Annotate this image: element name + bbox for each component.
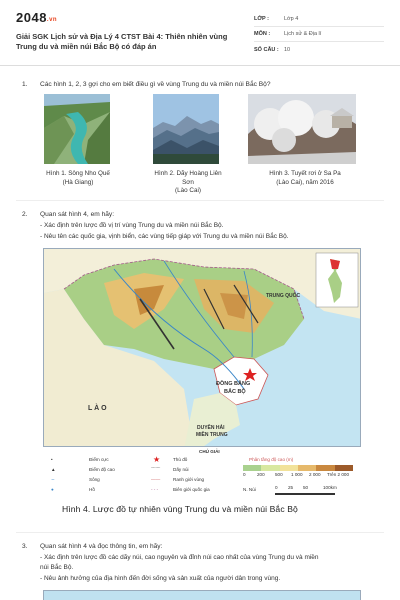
caption-line: (Lào Cai) xyxy=(175,187,201,194)
elevation-swatch xyxy=(335,465,353,471)
legend-item: Điểm cực xyxy=(89,457,109,462)
elevation-tick: 1 000 xyxy=(291,472,303,477)
meta-value: Lịch sử & Địa lí xyxy=(284,31,322,37)
map-label-delta: BẮC BỘ xyxy=(224,389,246,395)
legend-item: Hồ xyxy=(89,487,95,492)
meta-table xyxy=(254,12,384,57)
logo-suffix: .vn xyxy=(46,17,58,23)
elevation-swatch xyxy=(261,465,279,471)
question-number: 2. xyxy=(22,211,28,218)
meta-value: Lớp 4 xyxy=(284,16,299,22)
map-label-laos: L À O xyxy=(88,405,107,412)
meta-label: LỚP : xyxy=(254,16,269,22)
legend-item: Điểm độ cao xyxy=(89,467,115,472)
map-caption: Hình 4. Lược đồ tự nhiên vùng Trung du và miền núi Bắc Bộ xyxy=(62,504,298,514)
header xyxy=(0,0,400,66)
elevation-swatch xyxy=(280,465,298,471)
caption-line: Hình 1. Sông Nho Quế xyxy=(46,170,110,177)
elevation-title: Phân tầng độ cao (m) xyxy=(249,457,294,462)
photo-sapa-snow xyxy=(248,94,356,164)
question-text: Các hình 1, 2, 3 gợi cho em biết điều gì về vùng Trung du và miền núi Bắc Bộ? xyxy=(40,81,271,88)
capital-star-icon: ★ xyxy=(153,455,161,464)
next-map-preview xyxy=(43,590,361,600)
caption-1 xyxy=(38,170,118,187)
caption-line: (Lào Cai), năm 2016 xyxy=(276,178,334,186)
elevation-tick: Trên 2 000 xyxy=(327,472,350,477)
scale-bar xyxy=(275,493,335,495)
legend-item: Sông xyxy=(89,477,100,482)
question-2-bullet-2: - Nêu tên các quốc gia, vịnh biển, các vùng tiếp giáp với Trung du và miền núi Bắc Bộ. xyxy=(40,233,289,240)
question-text: Quan sát hình 4, em hãy: xyxy=(40,211,115,218)
elevation-tick: 500 xyxy=(275,472,283,477)
divider xyxy=(16,200,384,201)
caption-line: Hình 3. Tuyết rơi ở Sa Pa xyxy=(269,170,341,177)
map-label-central: MIỀN TRUNG xyxy=(196,432,228,438)
elevation-swatch xyxy=(316,465,334,471)
legend-title: CHÚ GIẢI xyxy=(199,449,220,454)
photo-hoang-lien-son xyxy=(153,94,219,164)
region-boundary-icon: —— xyxy=(151,477,161,482)
elevation-bar xyxy=(243,465,353,471)
legend-item: Dãy núi xyxy=(173,467,189,472)
lake-icon: ● xyxy=(51,487,54,492)
question-number: 1. xyxy=(22,81,28,88)
meta-label: MÔN : xyxy=(254,31,271,37)
logo-text: 2048 xyxy=(16,10,47,25)
question-1 xyxy=(22,80,270,90)
scale-tick: 50 xyxy=(303,485,309,490)
question-3 xyxy=(22,542,162,552)
scale-tick: 25 xyxy=(288,485,294,490)
legend-item: Ranh giới vùng xyxy=(173,477,205,482)
question-3-bullet-1-cont: núi Bắc Bộ. xyxy=(40,564,74,571)
question-3-bullet-2: - Nêu ảnh hưởng của địa hình đến đời sống và sản xuất của người dân trong vùng. xyxy=(40,575,281,582)
meta-label: SỐ CÂU : xyxy=(254,46,279,53)
site-logo[interactable] xyxy=(16,10,57,25)
meta-row-count xyxy=(254,42,384,57)
elevation-swatch xyxy=(298,465,316,471)
meta-value: 10 xyxy=(284,46,291,53)
extreme-point-icon: • xyxy=(51,457,53,462)
map-label-central: DUYÊN HẢI xyxy=(197,425,225,431)
elevation-point-icon: ▲ xyxy=(51,467,56,472)
map-legend xyxy=(43,446,361,504)
legend-item: Thủ đô xyxy=(173,457,188,462)
divider xyxy=(16,532,384,533)
meta-row-subject xyxy=(254,27,384,42)
meta-row-grade xyxy=(254,12,384,27)
elevation-tick: 2 000 xyxy=(309,472,321,477)
question-2 xyxy=(22,210,114,220)
question-number: 3. xyxy=(22,543,28,550)
peak-code: N. Núi xyxy=(243,487,256,492)
elevation-tick: 200 xyxy=(257,472,265,477)
mountain-range-icon: ⌒⌒ xyxy=(151,467,161,472)
caption-line: (Hà Giang) xyxy=(62,178,94,186)
scale-tick: 100km xyxy=(323,485,337,490)
question-3-bullet-1: - Xác định trên lược đồ các dãy núi, cao nguyên và đỉnh núi cao nhất của vùng Trung du và miền xyxy=(40,554,319,561)
map-label-china: TRUNG QUỐC xyxy=(266,293,301,299)
question-2-bullet-1: - Xác định trên lược đồ vị trí vùng Trung du và miền núi Bắc Bộ. xyxy=(40,222,224,229)
map-label-delta: ĐỒNG BẰNG xyxy=(216,381,251,387)
photo-nho-que-river xyxy=(44,94,110,164)
caption-line: Hình 2. Dãy Hoàng Liên Sơn xyxy=(154,170,222,186)
national-border-icon: - - - xyxy=(151,487,159,492)
elevation-tick: 0 xyxy=(243,472,246,477)
caption-3 xyxy=(265,170,345,187)
legend-item: Biên giới quốc gia xyxy=(173,487,210,492)
scale-tick: 0 xyxy=(275,485,278,490)
document-title: Giải SGK Lịch sử và Địa Lý 4 CTST Bài 4: Thiên nhiên vùng Trung du và miền núi Bắc Bộ có đáp án xyxy=(16,32,228,51)
caption-2 xyxy=(148,170,228,196)
question-text: Quan sát hình 4 và đọc thông tin, em hãy: xyxy=(40,543,163,550)
river-icon: ∼ xyxy=(51,477,55,482)
elevation-swatch xyxy=(243,465,261,471)
